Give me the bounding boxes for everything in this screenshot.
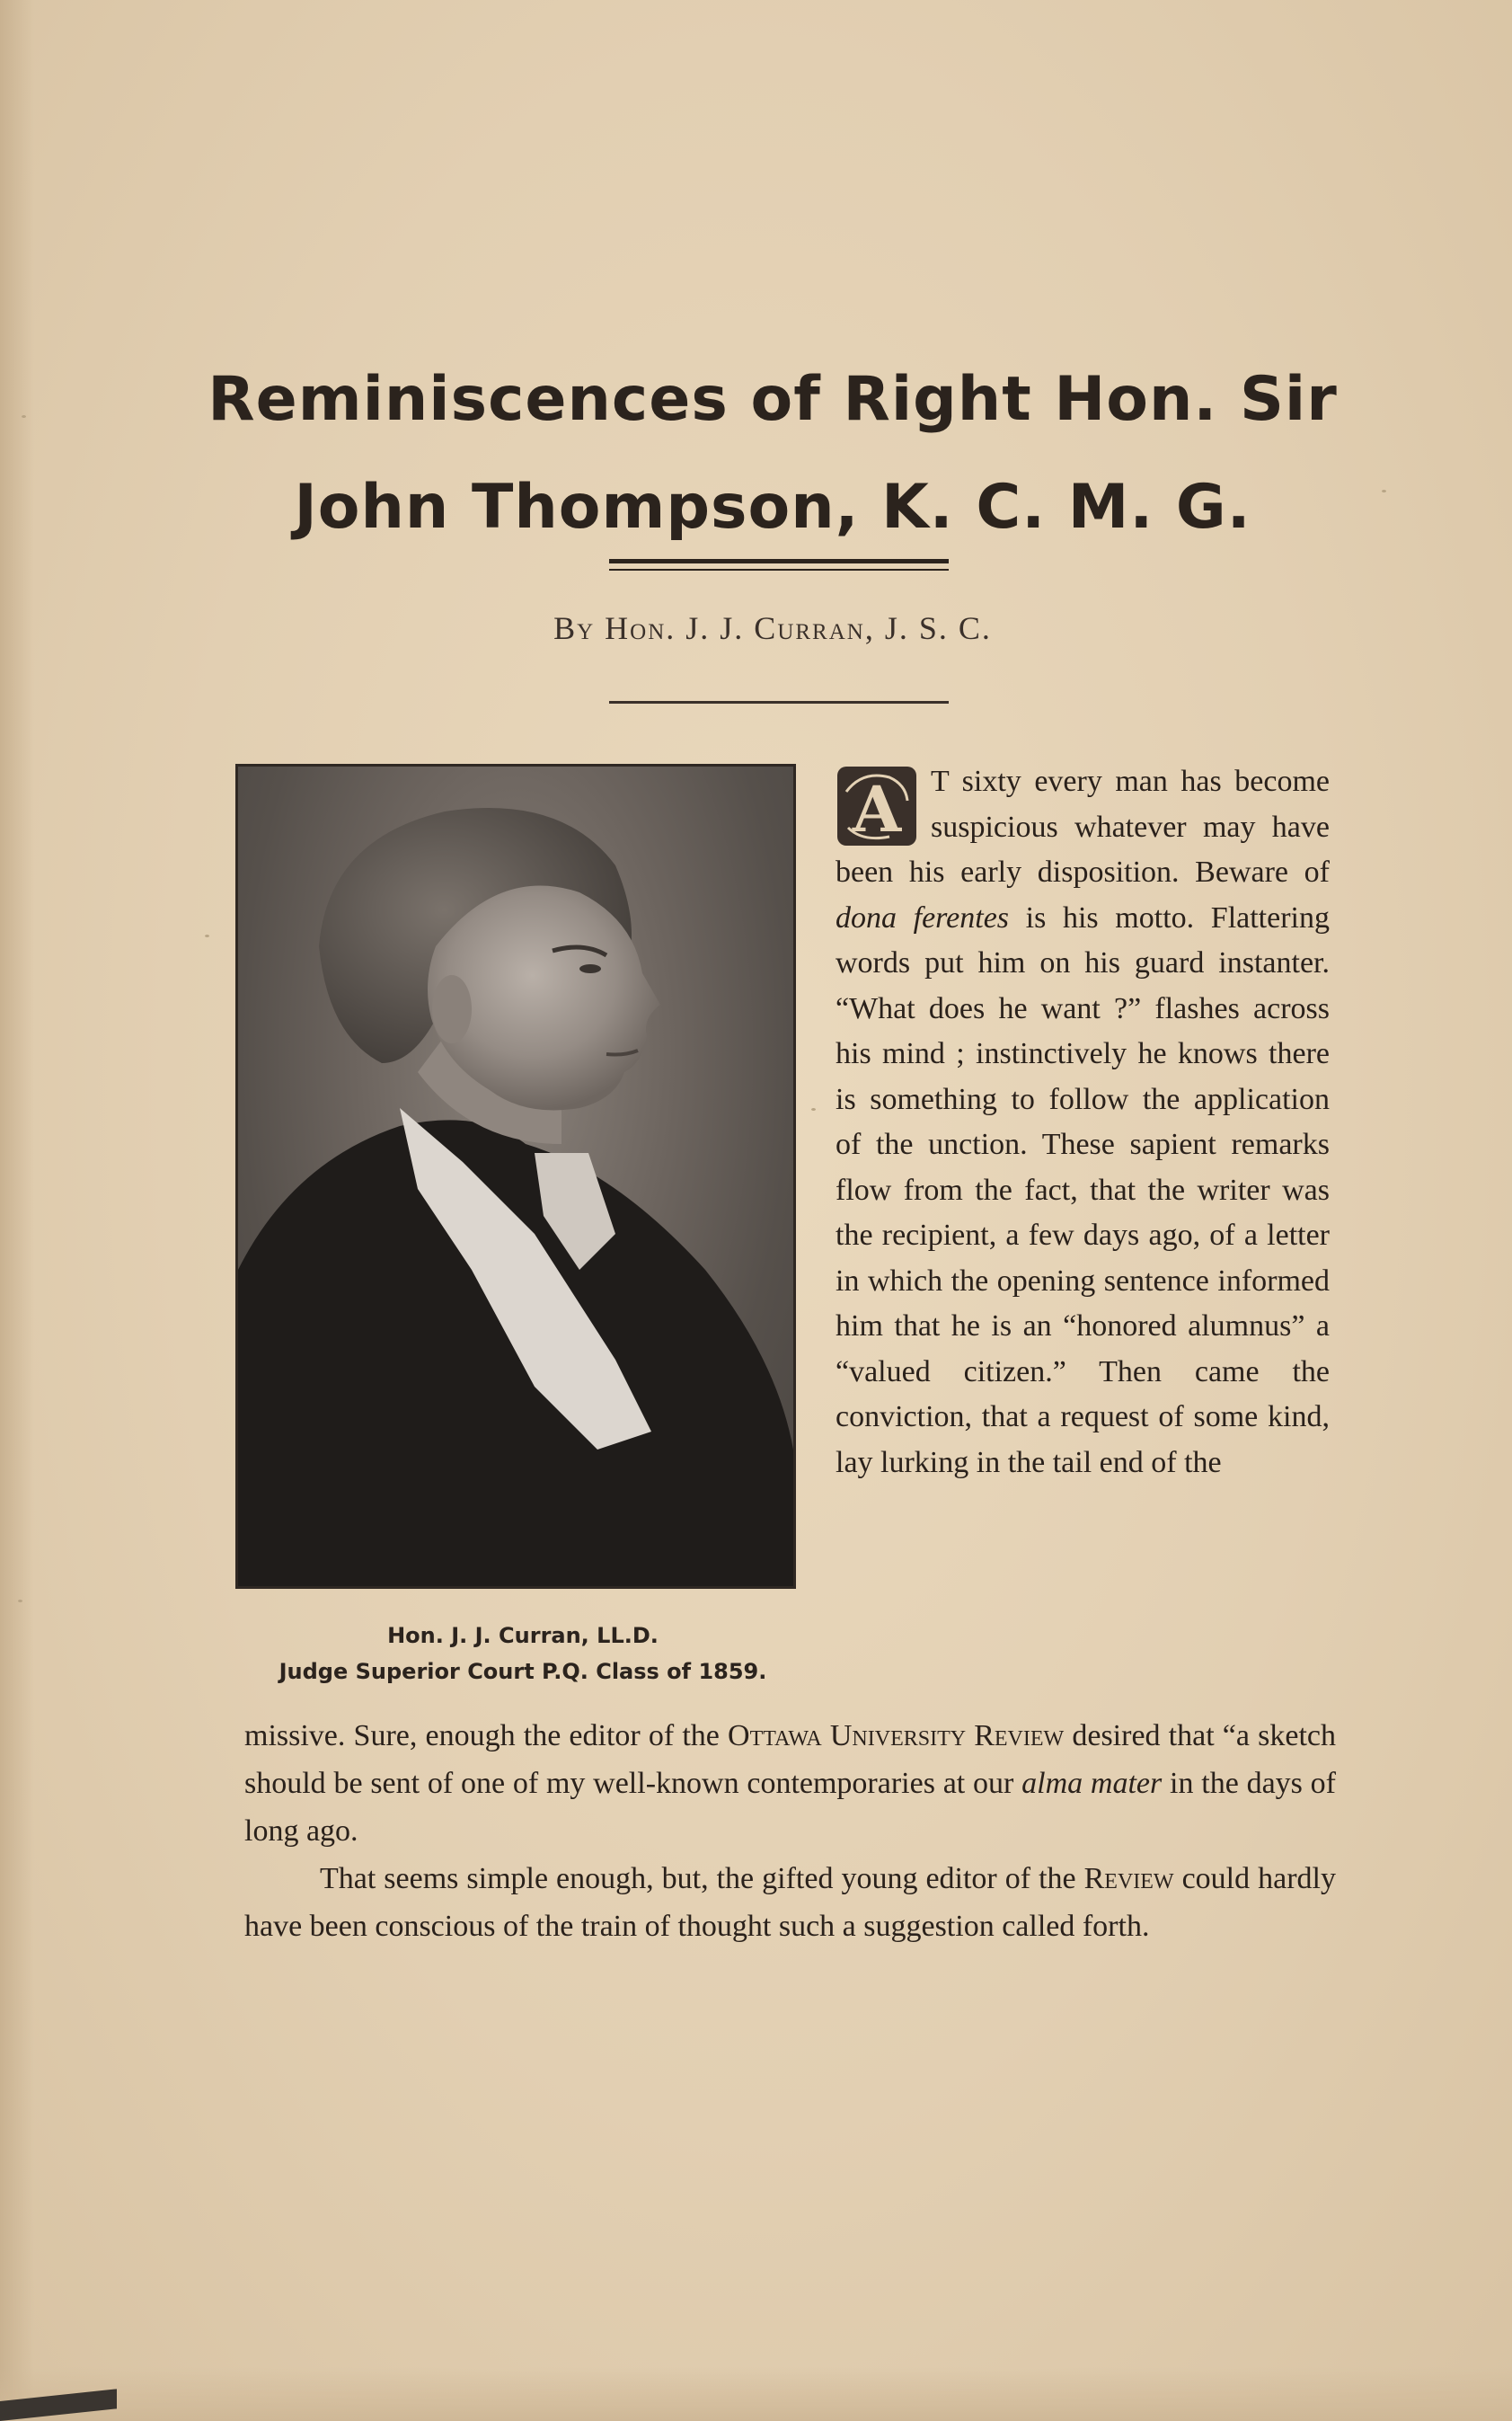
title-line-1: Reminiscences of Right Hon. Sir: [208, 364, 1338, 435]
paper-fleck: [811, 1108, 816, 1111]
column-paragraph: [836, 759, 1330, 1485]
portrait-caption: [235, 1618, 810, 1689]
text-part: That seems simple enough, but, the gifted young editor of the: [320, 1862, 1084, 1895]
paper-fleck: [18, 1600, 22, 1602]
title-line-2: John Thompson, K. C. M. G.: [294, 472, 1251, 543]
italic-phrase: alma mater: [1021, 1767, 1163, 1800]
publication-name: Review: [1083, 1862, 1174, 1895]
dropcap-letter: A: [852, 772, 902, 847]
paper-fleck: [205, 935, 209, 937]
text-part: missive. Sure, enough the editor of the: [244, 1719, 729, 1752]
paragraph-2: [244, 1855, 1336, 1950]
portrait-photo: [235, 764, 796, 1589]
column-italic-phrase: dona ferentes: [836, 900, 1010, 935]
paper-fleck: [1382, 490, 1386, 492]
byline-rule: [609, 701, 949, 704]
page-bottom-shadow: [0, 2367, 1512, 2421]
paper-fleck: [22, 415, 26, 418]
article-full-width-text: [244, 1712, 1336, 1950]
ornamental-dropcap-icon: [836, 765, 918, 847]
column-text-part: is his motto. Flattering words put him on his guard instanter. “What does he want ?” flashes across his mind ; instinctively he knows there is something to follow the application of the unction. These sapient remarks flow from the fact, that the writer was the recipient, a few days ago, of a letter in which the opening sentence informed him that he is an “honored alumnus” a “valued citizen.” Then came the conviction, that a request of some kind, lay lurking in the tail end of the: [836, 900, 1330, 1479]
paragraph-continuation: [244, 1712, 1336, 1855]
portrait-illustration: [238, 767, 793, 1586]
page-edge-shadow: [0, 0, 34, 2421]
article-column-text: [836, 759, 1330, 1485]
publication-name: Ottawa University Review: [728, 1719, 1065, 1752]
text-part: could hardly have been conscious of the train of thought such a suggestion called forth.: [244, 1862, 1336, 1943]
article-title: [180, 346, 1366, 562]
caption-title: Judge Superior Court P.Q. Class of 1859.: [279, 1659, 767, 1684]
text-part: in the days of long ago.: [244, 1767, 1336, 1848]
column-text-part: T sixty every man has become suspicious whatever may have been his early disposition. Beware of: [836, 765, 1330, 889]
text-part: desired that “a sketch should be sent of one of my well-known contemporaries at our: [244, 1719, 1336, 1800]
caption-name: Hon. J. J. Curran, LL.D.: [387, 1623, 659, 1648]
title-rule: [609, 559, 949, 571]
byline: By Hon. J. J. Curran, J. S. C.: [553, 610, 992, 646]
